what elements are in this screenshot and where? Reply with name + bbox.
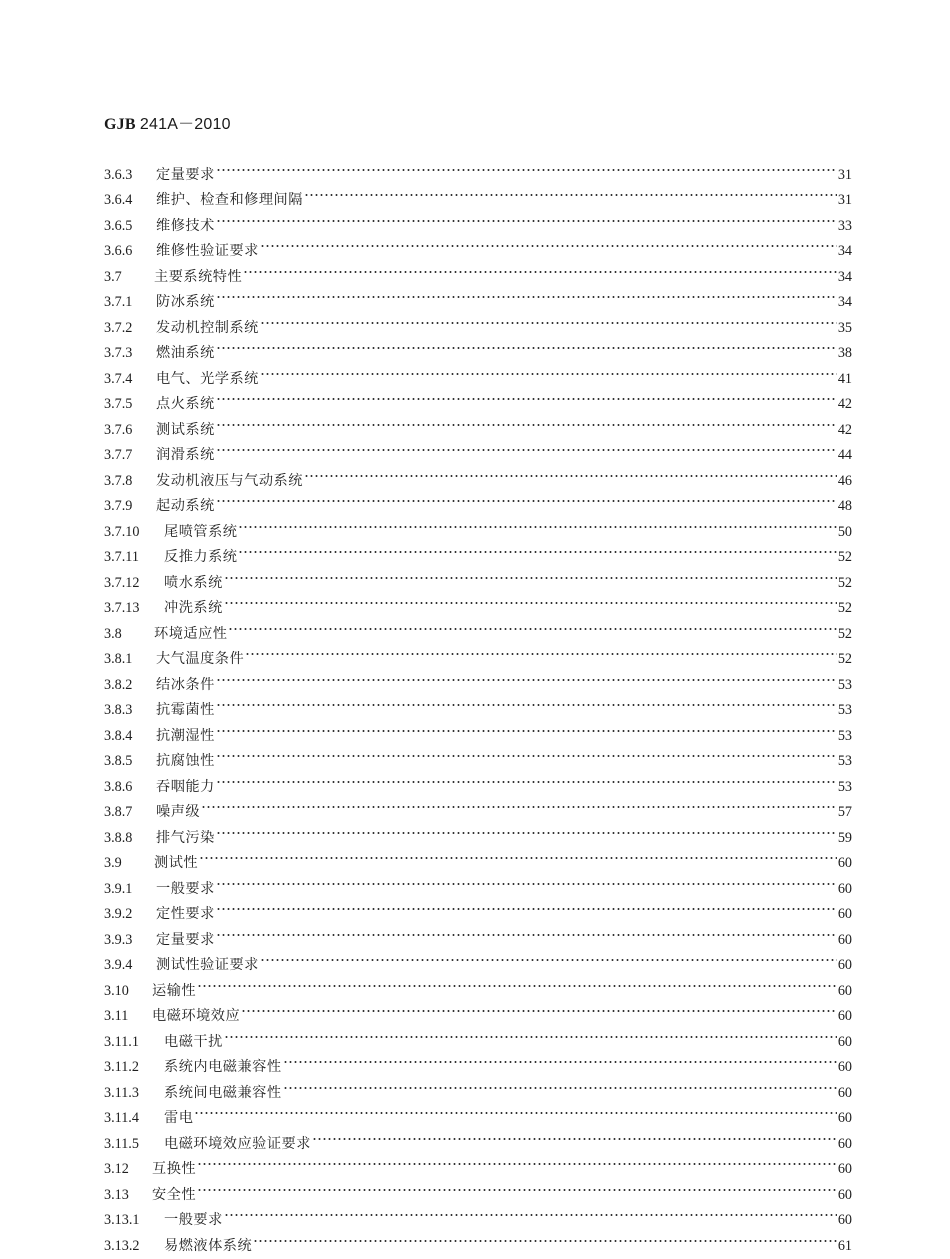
toc-section-title: 环境适应性 xyxy=(154,622,227,648)
toc-section-number: 3.7.9 xyxy=(104,494,156,520)
toc-page-number: 60 xyxy=(838,1208,852,1234)
toc-section-title: 防冰系统 xyxy=(156,290,215,316)
toc-section-title: 噪声级 xyxy=(156,800,200,826)
toc-section-title: 测试系统 xyxy=(156,418,215,444)
toc-dot-leader xyxy=(260,230,837,256)
toc-section-title: 系统间电磁兼容性 xyxy=(164,1081,282,1107)
toc-section-title: 一般要求 xyxy=(156,877,215,903)
toc-section-number: 3.11 xyxy=(104,1004,152,1030)
toc-page-number: 52 xyxy=(838,545,852,571)
toc-section-number: 3.9.2 xyxy=(104,902,156,928)
toc-section-number: 3.7 xyxy=(104,265,154,291)
toc-dot-leader xyxy=(216,918,837,944)
toc-entry[interactable] xyxy=(104,510,852,536)
toc-dot-leader xyxy=(216,765,837,791)
toc-dot-leader xyxy=(199,842,837,868)
toc-section-number: 3.7.1 xyxy=(104,290,156,316)
toc-page-number: 60 xyxy=(838,1157,852,1183)
toc-dot-leader xyxy=(260,944,837,970)
toc-dot-leader xyxy=(201,791,837,817)
toc-section-title: 大气温度条件 xyxy=(156,647,244,673)
toc-entry[interactable] xyxy=(104,816,852,842)
toc-page-number: 60 xyxy=(838,1183,852,1209)
toc-section-number: 3.7.3 xyxy=(104,341,156,367)
toc-section-title: 吞咽能力 xyxy=(156,775,215,801)
toc-dot-leader xyxy=(216,867,837,893)
toc-section-number: 3.11.5 xyxy=(104,1132,164,1158)
toc-section-number: 3.13.2 xyxy=(104,1234,164,1259)
toc-section-title: 点火系统 xyxy=(156,392,215,418)
toc-entry[interactable] xyxy=(104,434,852,460)
toc-entry[interactable] xyxy=(104,153,852,179)
toc-dot-leader xyxy=(216,714,837,740)
toc-entry[interactable] xyxy=(104,332,852,358)
toc-section-title: 系统内电磁兼容性 xyxy=(164,1055,282,1081)
toc-dot-leader xyxy=(241,995,837,1021)
toc-entry[interactable] xyxy=(104,740,852,766)
toc-dot-leader xyxy=(224,587,837,613)
toc-dot-leader xyxy=(224,1199,837,1225)
toc-section-title: 发动机液压与气动系统 xyxy=(156,469,303,495)
toc-dot-leader xyxy=(216,740,837,766)
toc-section-number: 3.12 xyxy=(104,1157,152,1183)
toc-page-number: 33 xyxy=(838,214,852,240)
toc-section-title: 抗腐蚀性 xyxy=(156,749,215,775)
toc-section-title: 安全性 xyxy=(152,1183,196,1209)
toc-section-title: 易燃液体系统 xyxy=(164,1234,252,1259)
toc-page-number: 42 xyxy=(838,392,852,418)
toc-section-title: 起动系统 xyxy=(156,494,215,520)
toc-entry[interactable] xyxy=(104,179,852,205)
toc-page-number: 60 xyxy=(838,1106,852,1132)
toc-page-number: 38 xyxy=(838,341,852,367)
toc-dot-leader xyxy=(216,663,837,689)
standard-header xyxy=(104,111,231,134)
toc-section-title: 电磁环境效应验证要求 xyxy=(164,1132,311,1158)
toc-page-number: 60 xyxy=(838,928,852,954)
toc-dot-leader xyxy=(197,969,837,995)
toc-dot-leader xyxy=(283,1046,837,1072)
toc-dot-leader xyxy=(216,281,837,307)
toc-section-number: 3.9.4 xyxy=(104,953,156,979)
toc-page-number: 57 xyxy=(838,800,852,826)
toc-dot-leader xyxy=(197,1148,837,1174)
toc-page-number: 34 xyxy=(838,239,852,265)
toc-entry[interactable] xyxy=(104,663,852,689)
toc-entry[interactable] xyxy=(104,357,852,383)
toc-entry[interactable] xyxy=(104,1122,852,1148)
toc-dot-leader xyxy=(283,1071,837,1097)
toc-entry[interactable] xyxy=(104,1148,852,1174)
toc-dot-leader xyxy=(304,459,837,485)
toc-section-title: 一般要求 xyxy=(164,1208,223,1234)
toc-section-number: 3.11.2 xyxy=(104,1055,164,1081)
toc-entry[interactable] xyxy=(104,1173,852,1199)
toc-section-number: 3.10 xyxy=(104,979,152,1005)
toc-page-number: 52 xyxy=(838,622,852,648)
toc-dot-leader xyxy=(238,536,836,562)
toc-section-title: 结冰条件 xyxy=(156,673,215,699)
toc-entry[interactable] xyxy=(104,765,852,791)
toc-page-number: 41 xyxy=(838,367,852,393)
toc-section-title: 运输性 xyxy=(152,979,196,1005)
toc-dot-leader xyxy=(216,434,837,460)
toc-section-number: 3.7.13 xyxy=(104,596,164,622)
toc-page-number: 53 xyxy=(838,724,852,750)
toc-page-number: 50 xyxy=(838,520,852,546)
toc-dot-leader xyxy=(216,408,837,434)
toc-section-title: 发动机控制系统 xyxy=(156,316,259,342)
toc-entry[interactable] xyxy=(104,281,852,307)
toc-section-number: 3.7.2 xyxy=(104,316,156,342)
toc-entry[interactable] xyxy=(104,230,852,256)
toc-section-number: 3.7.5 xyxy=(104,392,156,418)
toc-entry[interactable] xyxy=(104,918,852,944)
toc-page-number: 44 xyxy=(838,443,852,469)
toc-dot-leader xyxy=(216,816,837,842)
toc-section-number: 3.8.5 xyxy=(104,749,156,775)
toc-section-title: 定性要求 xyxy=(156,902,215,928)
toc-section-title: 抗霉菌性 xyxy=(156,698,215,724)
toc-section-number: 3.7.4 xyxy=(104,367,156,393)
toc-dot-leader xyxy=(216,485,837,511)
toc-entry[interactable] xyxy=(104,944,852,970)
toc-page-number: 61 xyxy=(838,1234,852,1259)
toc-page-number: 35 xyxy=(838,316,852,342)
toc-section-number: 3.8.1 xyxy=(104,647,156,673)
toc-dot-leader xyxy=(197,1173,837,1199)
toc-section-title: 互换性 xyxy=(152,1157,196,1183)
toc-section-title: 电气、光学系统 xyxy=(156,367,259,393)
toc-dot-leader xyxy=(304,179,837,205)
toc-entry[interactable] xyxy=(104,459,852,485)
toc-page-number: 31 xyxy=(838,163,852,189)
toc-dot-leader xyxy=(228,612,836,638)
standard-number: 241A－2010 xyxy=(140,116,231,133)
toc-section-number: 3.6.3 xyxy=(104,163,156,189)
toc-entry[interactable] xyxy=(104,383,852,409)
toc-section-title: 主要系统特性 xyxy=(154,265,242,291)
toc-dot-leader xyxy=(216,204,837,230)
toc-section-title: 测试性验证要求 xyxy=(156,953,259,979)
toc-section-title: 喷水系统 xyxy=(164,571,223,597)
toc-dot-leader xyxy=(224,561,837,587)
toc-section-title: 电磁干扰 xyxy=(164,1030,223,1056)
toc-dot-leader xyxy=(216,153,837,179)
toc-dot-leader xyxy=(216,893,837,919)
toc-page-number: 52 xyxy=(838,571,852,597)
toc-dot-leader xyxy=(253,1224,837,1250)
toc-page-number: 31 xyxy=(838,188,852,214)
toc-dot-leader xyxy=(216,689,837,715)
toc-section-number: 3.8 xyxy=(104,622,154,648)
toc-page-number: 34 xyxy=(838,290,852,316)
toc-dot-leader xyxy=(243,255,837,281)
toc-section-number: 3.8.3 xyxy=(104,698,156,724)
toc-page-number: 53 xyxy=(838,749,852,775)
toc-section-number: 3.7.10 xyxy=(104,520,164,546)
toc-entry[interactable] xyxy=(104,1097,852,1123)
toc-section-number: 3.13 xyxy=(104,1183,152,1209)
table-of-contents xyxy=(104,153,852,1250)
toc-dot-leader xyxy=(216,332,837,358)
toc-section-number: 3.7.8 xyxy=(104,469,156,495)
toc-section-number: 3.7.11 xyxy=(104,545,164,571)
toc-section-title: 雷电 xyxy=(164,1106,193,1132)
toc-section-title: 润滑系统 xyxy=(156,443,215,469)
toc-section-number: 3.6.6 xyxy=(104,239,156,265)
toc-section-number: 3.11.1 xyxy=(104,1030,164,1056)
toc-page-number: 34 xyxy=(838,265,852,291)
toc-section-number: 3.6.4 xyxy=(104,188,156,214)
toc-entry[interactable] xyxy=(104,995,852,1021)
toc-section-title: 测试性 xyxy=(154,851,198,877)
toc-entry[interactable] xyxy=(104,714,852,740)
toc-section-number: 3.11.4 xyxy=(104,1106,164,1132)
toc-section-title: 电磁环境效应 xyxy=(152,1004,240,1030)
toc-entry[interactable] xyxy=(104,1199,852,1225)
toc-dot-leader xyxy=(216,383,837,409)
toc-dot-leader xyxy=(260,306,837,332)
toc-section-number: 3.7.12 xyxy=(104,571,164,597)
toc-section-number: 3.8.7 xyxy=(104,800,156,826)
toc-section-number: 3.6.5 xyxy=(104,214,156,240)
toc-section-title: 维修技术 xyxy=(156,214,215,240)
toc-entry[interactable] xyxy=(104,204,852,230)
toc-page-number: 42 xyxy=(838,418,852,444)
toc-section-title: 定量要求 xyxy=(156,163,215,189)
toc-page-number: 52 xyxy=(838,647,852,673)
toc-page-number: 60 xyxy=(838,1004,852,1030)
toc-section-number: 3.11.3 xyxy=(104,1081,164,1107)
toc-entry[interactable] xyxy=(104,893,852,919)
toc-page-number: 60 xyxy=(838,1132,852,1158)
toc-section-number: 3.9.3 xyxy=(104,928,156,954)
toc-page-number: 53 xyxy=(838,698,852,724)
toc-page-number: 60 xyxy=(838,953,852,979)
toc-section-number: 3.13.1 xyxy=(104,1208,164,1234)
toc-section-title: 抗潮湿性 xyxy=(156,724,215,750)
toc-section-title: 维修性验证要求 xyxy=(156,239,259,265)
toc-entry[interactable] xyxy=(104,969,852,995)
toc-section-title: 燃油系统 xyxy=(156,341,215,367)
toc-section-title: 定量要求 xyxy=(156,928,215,954)
toc-section-number: 3.7.6 xyxy=(104,418,156,444)
toc-section-number: 3.7.7 xyxy=(104,443,156,469)
toc-dot-leader xyxy=(224,1020,837,1046)
toc-dot-leader xyxy=(238,510,836,536)
toc-page-number: 52 xyxy=(838,596,852,622)
toc-section-title: 反推力系统 xyxy=(164,545,237,571)
standard-code: GJB xyxy=(104,116,136,133)
toc-page-number: 60 xyxy=(838,877,852,903)
toc-section-number: 3.8.2 xyxy=(104,673,156,699)
toc-entry[interactable] xyxy=(104,842,852,868)
toc-page-number: 60 xyxy=(838,1081,852,1107)
toc-section-number: 3.8.4 xyxy=(104,724,156,750)
toc-page-number: 60 xyxy=(838,902,852,928)
toc-entry[interactable] xyxy=(104,485,852,511)
toc-page-number: 60 xyxy=(838,1030,852,1056)
toc-section-number: 3.9.1 xyxy=(104,877,156,903)
toc-entry[interactable] xyxy=(104,791,852,817)
toc-dot-leader xyxy=(194,1097,836,1123)
toc-entry[interactable] xyxy=(104,408,852,434)
toc-page-number: 60 xyxy=(838,1055,852,1081)
toc-section-number: 3.9 xyxy=(104,851,154,877)
toc-page-number: 48 xyxy=(838,494,852,520)
toc-dot-leader xyxy=(245,638,837,664)
toc-entry[interactable] xyxy=(104,689,852,715)
toc-entry[interactable] xyxy=(104,306,852,332)
toc-page-number: 46 xyxy=(838,469,852,495)
toc-page-number: 53 xyxy=(838,673,852,699)
toc-page-number: 60 xyxy=(838,979,852,1005)
toc-section-title: 冲洗系统 xyxy=(164,596,223,622)
toc-entry[interactable] xyxy=(104,867,852,893)
toc-section-title: 维护、检查和修理间隔 xyxy=(156,188,303,214)
toc-dot-leader xyxy=(312,1122,837,1148)
toc-section-number: 3.8.8 xyxy=(104,826,156,852)
toc-dot-leader xyxy=(260,357,837,383)
toc-page-number: 59 xyxy=(838,826,852,852)
toc-page-number: 53 xyxy=(838,775,852,801)
toc-section-title: 尾喷管系统 xyxy=(164,520,237,546)
toc-section-number: 3.8.6 xyxy=(104,775,156,801)
toc-section-title: 排气污染 xyxy=(156,826,215,852)
toc-page-number: 60 xyxy=(838,851,852,877)
